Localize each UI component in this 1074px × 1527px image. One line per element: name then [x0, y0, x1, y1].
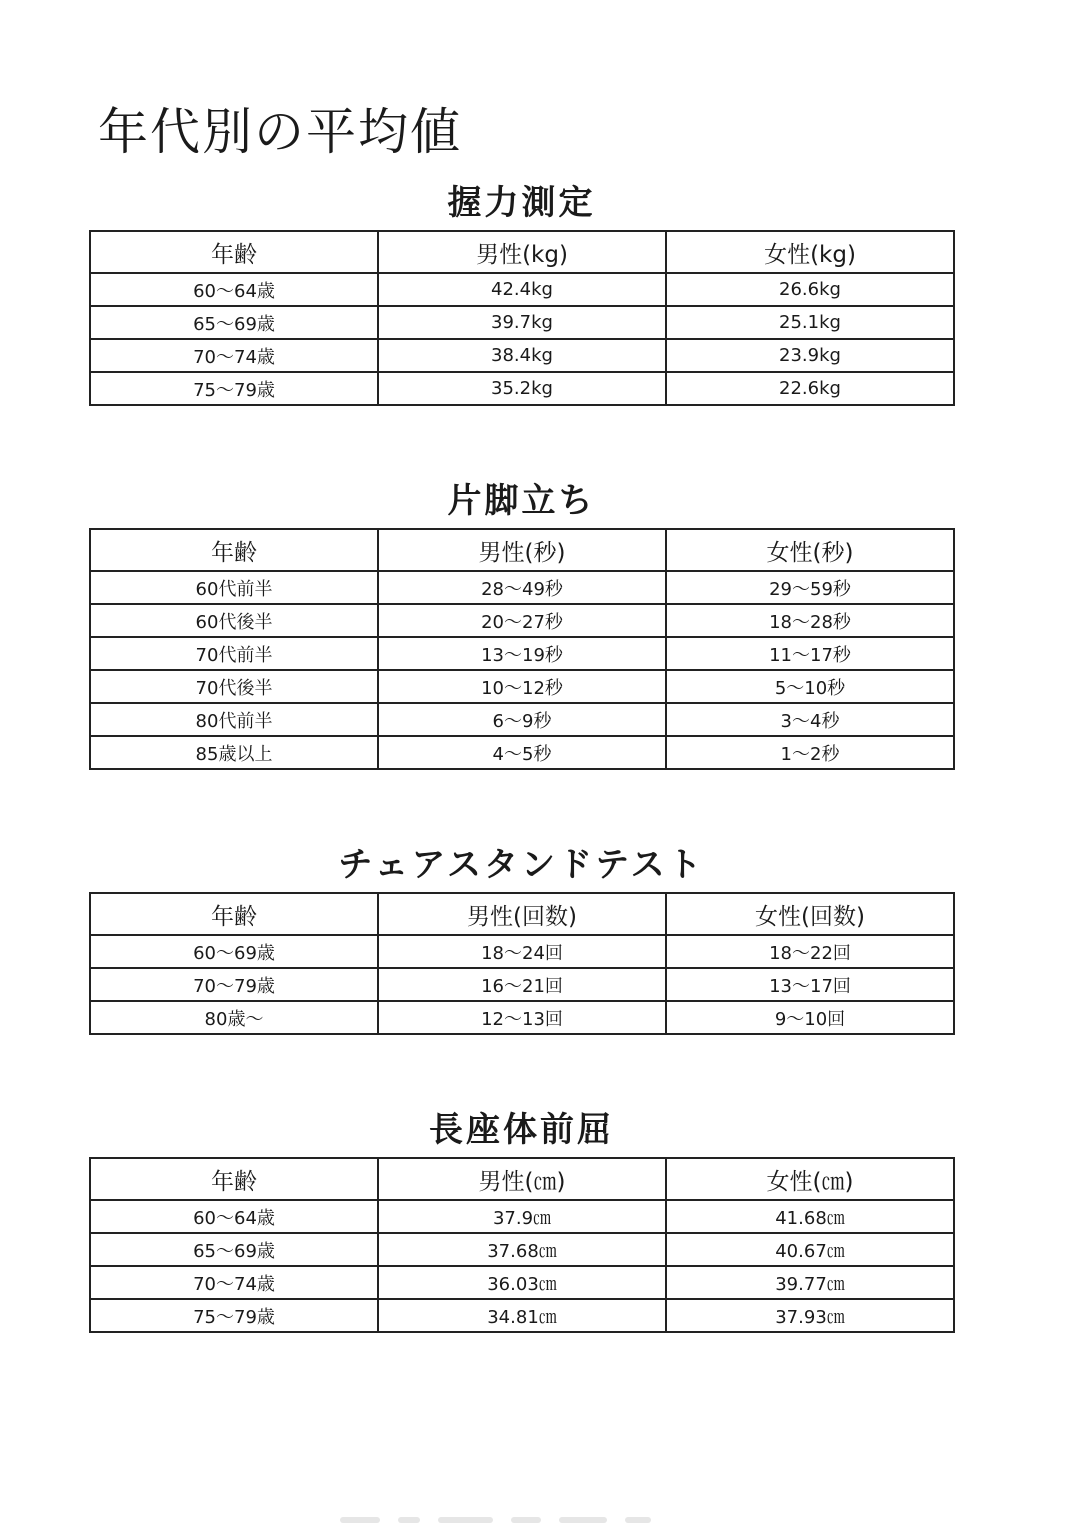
cell-male: 18～24回	[378, 935, 666, 968]
page-title: 年代別の平均値	[98, 103, 462, 161]
cell-female: 37.93㎝	[666, 1299, 954, 1332]
single-leg-stand-table	[89, 528, 955, 770]
seated-forward-bend-table	[89, 1157, 955, 1333]
cell-female: 18～22回	[666, 935, 954, 968]
cell-age: 65～69歳	[90, 306, 378, 339]
table-row	[90, 1266, 954, 1299]
table-header-row	[90, 529, 954, 571]
cell-female: 22.6kg	[666, 372, 954, 405]
cell-age: 60代後半	[90, 604, 378, 637]
cell-age: 70代後半	[90, 670, 378, 703]
cell-female: 9～10回	[666, 1001, 954, 1034]
cell-age: 60～64歳	[90, 273, 378, 306]
chair-stand-test-table	[89, 892, 955, 1035]
header-age: 年齢	[90, 1158, 378, 1200]
cell-male: 39.7kg	[378, 306, 666, 339]
cell-female: 25.1kg	[666, 306, 954, 339]
header-male: 男性(回数)	[378, 893, 666, 935]
cell-female: 13～17回	[666, 968, 954, 1001]
cell-male: 35.2kg	[378, 372, 666, 405]
cell-age: 85歳以上	[90, 736, 378, 769]
cell-male: 10～12秒	[378, 670, 666, 703]
header-age: 年齢	[90, 231, 378, 273]
table-row	[90, 339, 954, 372]
table-row	[90, 1001, 954, 1034]
scan-artifact	[340, 1508, 720, 1520]
section-title: 握力測定	[447, 183, 596, 223]
header-male: 男性(kg)	[378, 231, 666, 273]
cell-female: 3～4秒	[666, 703, 954, 736]
section-title: 長座体前屈	[429, 1110, 614, 1150]
cell-male: 38.4kg	[378, 339, 666, 372]
cell-age: 60～64歳	[90, 1200, 378, 1233]
cell-male: 37.9㎝	[378, 1200, 666, 1233]
cell-age: 70～79歳	[90, 968, 378, 1001]
table-row	[90, 1299, 954, 1332]
cell-male: 36.03㎝	[378, 1266, 666, 1299]
section-title: チェアスタンドテスト	[338, 845, 705, 885]
header-female: 女性(回数)	[666, 893, 954, 935]
cell-male: 12～13回	[378, 1001, 666, 1034]
cell-female: 23.9kg	[666, 339, 954, 372]
cell-male: 37.68㎝	[378, 1233, 666, 1266]
section-single-leg-stand	[89, 478, 954, 770]
header-age: 年齢	[90, 893, 378, 935]
cell-female: 5～10秒	[666, 670, 954, 703]
cell-female: 1～2秒	[666, 736, 954, 769]
cell-age: 75～79歳	[90, 372, 378, 405]
cell-female: 41.68㎝	[666, 1200, 954, 1233]
section-seated-forward-bend	[89, 1107, 954, 1333]
table-row	[90, 604, 954, 637]
table-row	[90, 1233, 954, 1266]
header-female: 女性(㎝)	[666, 1158, 954, 1200]
section-grip-strength	[89, 180, 954, 406]
header-male: 男性(秒)	[378, 529, 666, 571]
cell-age: 65～69歳	[90, 1233, 378, 1266]
header-male: 男性(㎝)	[378, 1158, 666, 1200]
cell-age: 80歳～	[90, 1001, 378, 1034]
table-row	[90, 1200, 954, 1233]
table-row	[90, 968, 954, 1001]
grip-strength-table	[89, 230, 955, 406]
cell-age: 80代前半	[90, 703, 378, 736]
table-row	[90, 670, 954, 703]
table-header-row	[90, 1158, 954, 1200]
table-row	[90, 637, 954, 670]
header-age: 年齢	[90, 529, 378, 571]
section-title: 片脚立ち	[447, 481, 596, 521]
cell-male: 28～49秒	[378, 571, 666, 604]
cell-age: 75～79歳	[90, 1299, 378, 1332]
cell-male: 13～19秒	[378, 637, 666, 670]
table-row	[90, 273, 954, 306]
table-row	[90, 306, 954, 339]
cell-male: 16～21回	[378, 968, 666, 1001]
cell-female: 39.77㎝	[666, 1266, 954, 1299]
section-chair-stand-test	[89, 842, 954, 1035]
header-female: 女性(秒)	[666, 529, 954, 571]
table-row	[90, 571, 954, 604]
cell-age: 70代前半	[90, 637, 378, 670]
cell-age: 70～74歳	[90, 339, 378, 372]
cell-male: 6～9秒	[378, 703, 666, 736]
table-row	[90, 736, 954, 769]
header-female: 女性(kg)	[666, 231, 954, 273]
cell-male: 42.4kg	[378, 273, 666, 306]
cell-female: 18～28秒	[666, 604, 954, 637]
cell-female: 40.67㎝	[666, 1233, 954, 1266]
table-row	[90, 935, 954, 968]
table-row	[90, 703, 954, 736]
cell-male: 4～5秒	[378, 736, 666, 769]
cell-male: 20～27秒	[378, 604, 666, 637]
table-header-row	[90, 893, 954, 935]
cell-age: 70～74歳	[90, 1266, 378, 1299]
cell-male: 34.81㎝	[378, 1299, 666, 1332]
cell-age: 60～69歳	[90, 935, 378, 968]
cell-female: 11～17秒	[666, 637, 954, 670]
cell-age: 60代前半	[90, 571, 378, 604]
cell-female: 26.6kg	[666, 273, 954, 306]
table-header-row	[90, 231, 954, 273]
cell-female: 29～59秒	[666, 571, 954, 604]
table-row	[90, 372, 954, 405]
